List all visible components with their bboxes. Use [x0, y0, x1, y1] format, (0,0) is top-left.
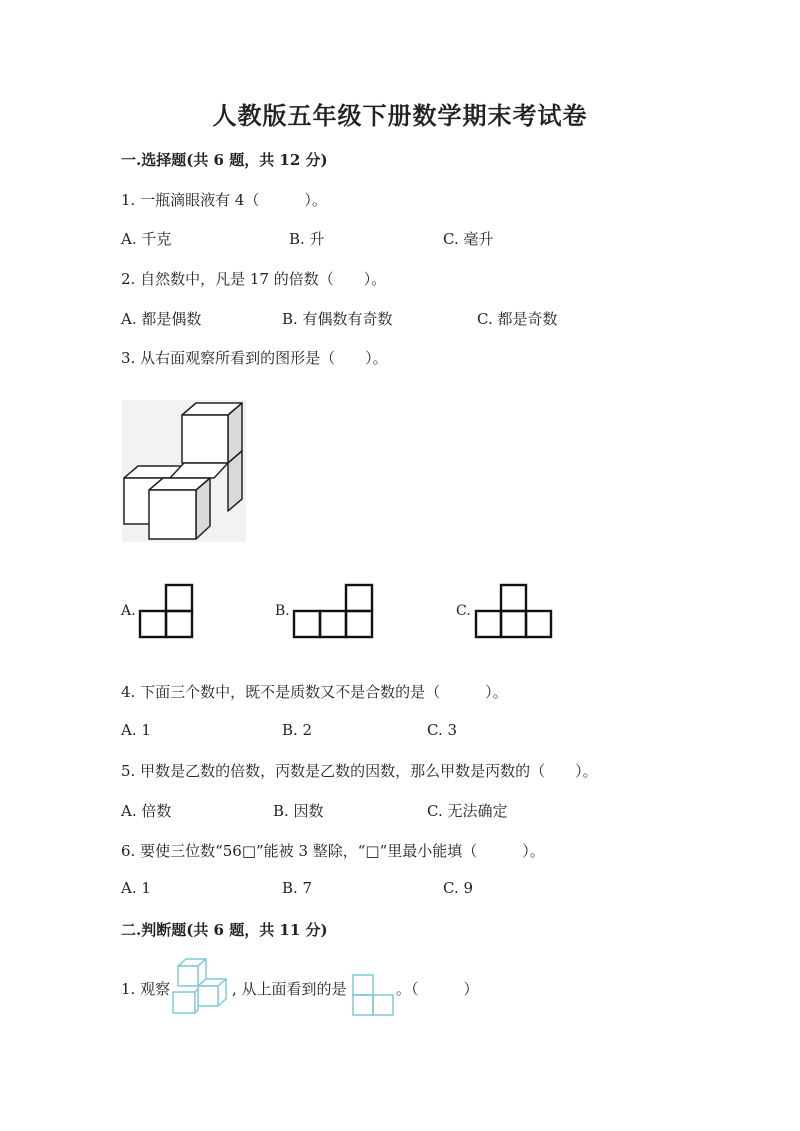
q5-option-a[interactable]: A. 倍数: [121, 802, 172, 820]
q3-option-a-label[interactable]: A.: [121, 603, 136, 619]
question-2: 2. 自然数中，凡是 17 的倍数（ ）。: [121, 270, 387, 288]
q2-option-b[interactable]: B. 有偶数有奇数: [282, 310, 393, 328]
q3-option-b-label[interactable]: B.: [275, 603, 290, 619]
question-3: 3. 从右面观察所看到的图形是（ ）。: [121, 349, 388, 367]
cube-front-front: [149, 490, 196, 539]
q4-option-c[interactable]: C. 3: [427, 721, 458, 739]
question-4: 4. 下面三个数中，既不是质数又不是合数的是（ ）。: [121, 683, 508, 701]
q2-option-c[interactable]: C. 都是奇数: [477, 310, 558, 328]
q6-option-a[interactable]: A. 1: [121, 879, 151, 897]
q3-option-c-figure[interactable]: [474, 584, 554, 638]
q1-option-b[interactable]: B. 升: [289, 230, 325, 248]
q4-option-b[interactable]: B. 2: [282, 721, 313, 739]
blue-cube-figure: [170, 958, 232, 1014]
q1-option-c[interactable]: C. 毫升: [443, 230, 494, 248]
q3-option-c-label[interactable]: C.: [456, 603, 471, 619]
judgement-1-middle: , 从上面看到的是: [232, 980, 347, 998]
cube-top-front: [182, 415, 228, 463]
question-6: 6. 要使三位数“56□”能被 3 整除，“□”里最小能填（ ）。: [121, 842, 545, 860]
q6-option-b[interactable]: B. 7: [282, 879, 313, 897]
question-5: 5. 甲数是乙数的倍数，丙数是乙数的因数，那么甲数是丙数的（ ）。: [121, 762, 598, 780]
question-1: 1. 一瓶滴眼液有 4（ ）。: [121, 191, 327, 209]
q6-option-c[interactable]: C. 9: [443, 879, 474, 897]
q5-option-c[interactable]: C. 无法确定: [427, 802, 508, 820]
q4-option-a[interactable]: A. 1: [121, 721, 151, 739]
q5-option-b[interactable]: B. 因数: [273, 802, 324, 820]
q2-option-a[interactable]: A. 都是偶数: [121, 310, 202, 328]
cube-stack-figure: [122, 400, 246, 542]
judgement-1-prefix: 1. 观察: [121, 980, 171, 998]
judgement-1-suffix: 。（ ）: [396, 980, 479, 998]
page-title: 人教版五年级下册数学期末考试卷: [212, 101, 588, 130]
section-heading-choice: 一.选择题(共 6 题，共 12 分): [121, 151, 328, 169]
q1-option-a[interactable]: A. 千克: [121, 230, 172, 248]
q3-option-a-figure[interactable]: [139, 584, 195, 638]
section-heading-judgement: 二.判断题(共 6 题，共 11 分): [121, 921, 328, 939]
q3-option-b-figure[interactable]: [293, 584, 375, 638]
top-view-figure: [352, 974, 394, 1016]
